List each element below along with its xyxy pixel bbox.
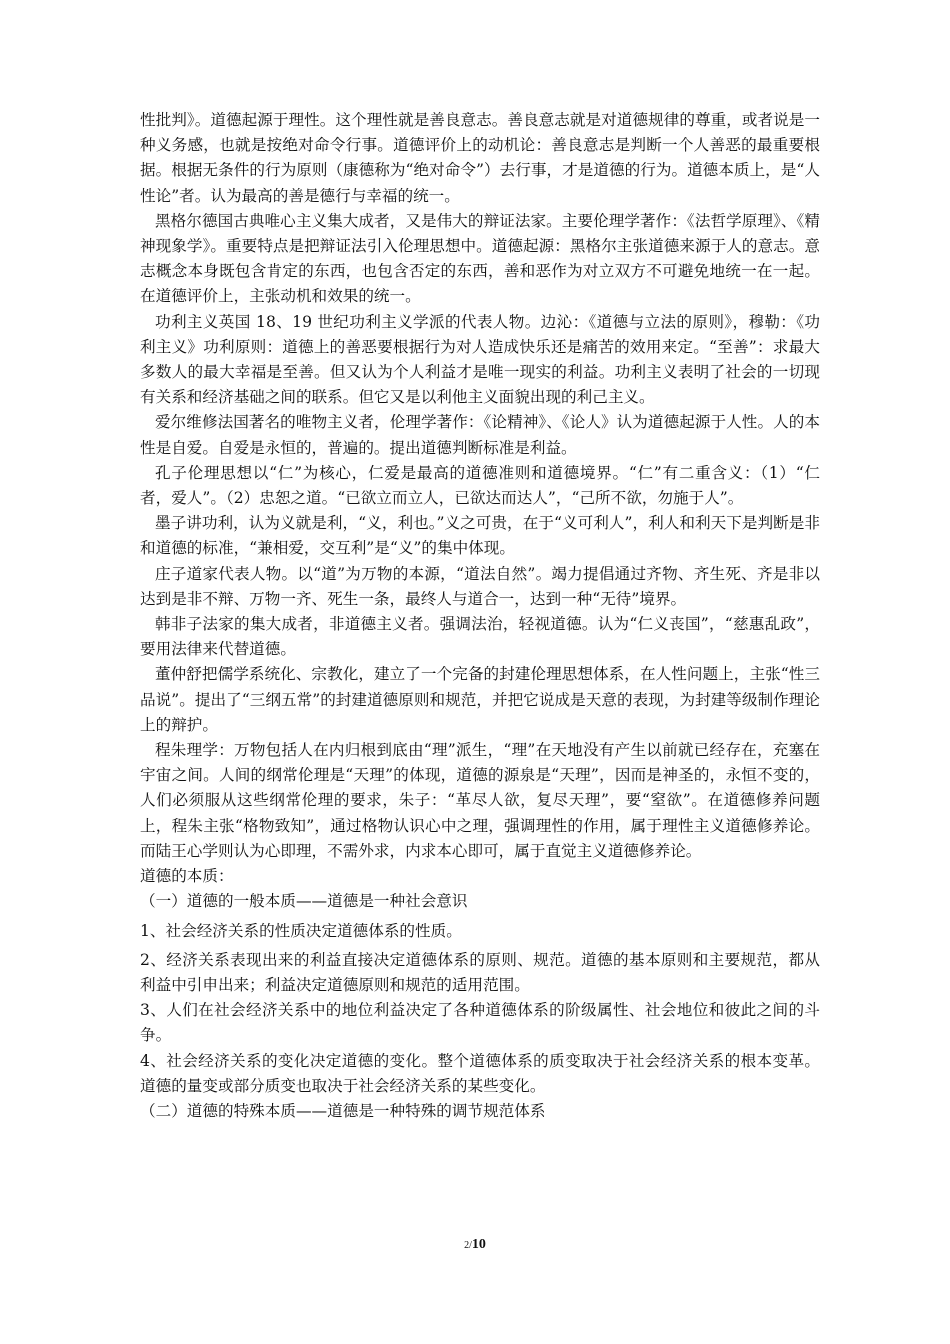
paragraph-confucius: 孔子伦理思想以“仁”为核心，仁爱是最高的道德准则和道德境界。“仁”有二重含义：（1）“仁者，爱人”。（2）忠恕之道。“已欲立而立人，已欲达而达人”，“己所不欲，勿施于人”。 <box>140 463 820 508</box>
document-body <box>140 108 820 1124</box>
subsection-special-nature: （二）道德的特殊本质——道德是一种特殊的调节规范体系 <box>140 1101 546 1120</box>
paragraph-kant: 性批判》。道德起源于理性。这个理性就是善良意志。善良意志就是对道德规律的尊重，或者说是一种义务感，也就是按绝对命令行事。道德评价上的动机论：善良意志是判断一个人善恶的最重要根据。根据无条件的行为原则（康德称为“绝对命令”）去行事，才是道德的行为。道德本质上，是“人性论”者。认为最高的善是德行与幸福的统一。 <box>140 111 820 205</box>
paragraph-helvetius: 爱尔维修法国著名的唯物主义者，伦理学著作：《论精神》、《论人》认为道德起源于人性。人的本性是自爱。自爱是永恒的，普遍的。提出道德判断标准是利益。 <box>140 413 820 457</box>
paragraph-neo-confucianism: 程朱理学：万物包括人在内归根到底由“理”派生，“理”在天地没有产生以前就已经存在，充塞在宇宙之间。人间的纲常伦理是“天理”的体现，道德的源泉是“天理”，因而是神圣的，永恒不变的，人们必须服从这些纲常伦理的要求，朱子：“革尽人欲，复尽天理”，要“窒欲”。在道德修养问题上，程朱主张“格物致知”，通过格物认识心中之理，强调理性的作用，属于理性主义道德修养论。而陆王心学则认为心即理，不需外求，内求本心即可，属于直觉主义道德修养论。 <box>140 741 820 860</box>
paragraph-mozi: 墨子讲功利，认为义就是利，“义，利也。”义之可贵，在于“义可利人”，利人和利天下是判断是非和道德的标准，“兼相爱，交互利”是“义”的集中体现。 <box>140 514 820 558</box>
paragraph-dong-zhongshu: 董仲舒把儒学系统化、宗教化，建立了一个完备的封建伦理思想体系，在人性问题上，主张“性三品说”。提出了“三纲五常”的封建道德原则和规范，并把它说成是天意的表现，为封建等级制作理论上的辩护。 <box>140 665 820 734</box>
list-item: 3、人们在社会经济关系中的地位利益决定了各种道德体系的阶级属性、社会地位和彼此之间的斗争。 <box>140 1001 820 1045</box>
page-current: 2 <box>464 1240 470 1251</box>
list-item: 1、社会经济关系的性质决定道德体系的性质。 <box>140 921 462 940</box>
list-item: 4、社会经济关系的变化决定道德的变化。整个道德体系的质变取决于社会经济关系的根本变革。道德的量变或部分质变也取决于社会经济关系的某些变化。 <box>140 1051 820 1095</box>
paragraph-utilitarianism: 功利主义英国 18、19 世纪功利主义学派的代表人物。边沁：《道德与立法的原则》，穆勒：《功利主义》功利原则：道德上的善恶要根据行为对人造成快乐还是痛苦的效用来定。“至善”：求最大多数人的最大幸福是至善。但又认为个人利益才是唯一现实的利益。功利主义表明了社会的一切现有关系和经济基础之间的联系。但它又是以利他主义面貌出现的利己主义。 <box>140 312 820 407</box>
paragraph-hanfeizi: 韩非子法家的集大成者，非道德主义者。强调法治，轻视道德。认为“仁义丧国”，“慈惠乱政”，要用法律来代替道德。 <box>140 615 820 659</box>
page-separator: / <box>469 1240 472 1251</box>
page-total: 10 <box>471 1237 486 1252</box>
page-number <box>0 1236 950 1253</box>
subsection-general-nature: （一）道德的一般本质——道德是一种社会意识 <box>140 892 468 911</box>
section-title: 道德的本质： <box>140 867 234 886</box>
paragraph-hegel: 黑格尔德国古典唯心主义集大成者，又是伟大的辩证法家。主要伦理学著作：《法哲学原理》、《精神现象学》。重要特点是把辩证法引入伦理思想中。道德起源：黑格尔主张道德来源于人的意志。意志概念本身既包含肯定的东西，也包含否定的东西，善和恶作为对立双方不可避免地统一在一起。在道德评价上，主张动机和效果的统一。 <box>140 211 820 306</box>
list-item: 2、经济关系表现出来的利益直接决定道德体系的原则、规范。道德的基本原则和主要规范，都从利益中引申出来；利益决定道德原则和规范的适用范围。 <box>140 950 820 994</box>
paragraph-zhuangzi: 庄子道家代表人物。以“道”为万物的本源，“道法自然”。竭力提倡通过齐物、齐生死、齐是非以达到是非不辩、万物一齐、死生一条，最终人与道合一，达到一种“无待”境界。 <box>140 564 820 608</box>
